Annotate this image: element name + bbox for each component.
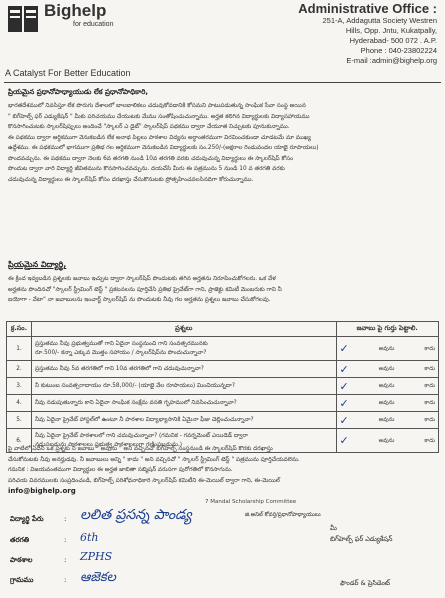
student-heading: ప్రియమైన విద్యార్థి,: [8, 260, 67, 269]
field-colon: :: [64, 536, 67, 544]
checkmark-icon: ✓: [339, 342, 349, 355]
yes-option[interactable]: అవును: [378, 437, 395, 444]
yes-option[interactable]: అవును: [378, 383, 395, 389]
village-field[interactable]: ఆజెకల: [80, 570, 116, 585]
field-label-class: తరగతి: [10, 536, 30, 544]
question-line: నీవు ఏదైనా ప్రైవేట్ పాఠశాలలో గాని చదువుచున్నావా? (గమనిక - గవర్నమెంట్ ఎయిడెడ్ ద్వారా: [34, 432, 248, 439]
text-line: భారతదేశములో నివసిస్తూ లేక పొరుగు దేశాలలో బాలబాలికలు చదువుకోవడానికి కోసమని పాటుపడుతున్న సాంఘిక సేవా సంస్థ అయిన: [8, 103, 306, 109]
office-line: Phone : 040-23802224: [360, 46, 437, 55]
question-line: రూ.500/- కన్నా ఎక్కువ మొత్తం సహాయం / స్కాలర్‌షిప్‌ను పొందుచున్నావా?: [34, 349, 207, 356]
student-paragraph: [8, 274, 436, 306]
text-line: ఐయోగా - వేటా" నా జవాబులను ఇంచార్జ్ స్కాలర్‌షిప్ ను పొందుటకు నీవు గల అర్హతను ప్రశ్నలు జవాబు చేసుకోగలవు.: [8, 297, 271, 303]
office-line: Hills, Opp. Jntu, Kukatpally,: [345, 26, 437, 35]
bighelp-logo-icon: [6, 2, 42, 36]
no-option[interactable]: కాదు: [424, 417, 435, 423]
tagline: A Catalyst For Better Education: [5, 68, 131, 78]
yes-option[interactable]: అవును: [378, 400, 395, 406]
contact-email[interactable]: info@bighelp.org: [8, 487, 76, 495]
founder-title: ఫౌండర్ & ప్రెసిడెంట్: [340, 579, 390, 587]
question-cell: [31, 337, 336, 361]
question-cell: [31, 412, 336, 429]
yes-option[interactable]: అవును: [378, 345, 395, 352]
field-label-school: పాఠశాల: [10, 556, 33, 564]
table-row: [7, 337, 439, 361]
table-row: [7, 361, 439, 378]
school-field[interactable]: ZPHS: [80, 550, 113, 563]
yes-option[interactable]: అవును: [378, 417, 395, 423]
question-cell: [31, 378, 336, 395]
answer-cell[interactable]: [336, 337, 438, 361]
text-line: " బిగ్‌హెల్ప్ ఫర్ ఎడ్యుకేషన్ " మీకు పరిచయము చేయుటకు మేము సంతోషించుచున్నాము. అర్హత కలిగిన విద్యార్థులకు విద్యాసహాయము: [8, 113, 310, 120]
text-line: పొందవచ్చును. ఈ పథకము ద్వారా నెలకు 6వ తరగతి నుండి 10వ తరగతి వరకు చదువుచున్న విద్యార్థులు ఈ స్కాలర్‌షిప్ కోసం: [8, 155, 294, 162]
answer-cell[interactable]: [336, 395, 438, 412]
table-header-row: [7, 322, 439, 337]
text-line: చేసుకోనుటకు నీవు అనర్హుడవు. నీ జవాబులు అన్ని " కాదు " అని వచ్చినచో " స్కాలర్ స్ట్రీమింగ్ టెస్ట్ " పత్రమును పూర్తిచేయవలెను.: [8, 456, 300, 463]
text-line: పై వాటిలో ఏదేని ఒక ప్రశ్నకు నీ జవాబు " అవును " అని వచ్చినచో బిగ్‌హెల్ప్ సంస్థనుండి ఈ స్కాలర్‌షిప్‌ కొరకు దరఖాస్తు: [8, 446, 273, 452]
office-line: E-mail :admin@bighelp.org: [346, 56, 437, 65]
answer-cell[interactable]: [336, 412, 438, 429]
checkmark-icon: ✓: [339, 396, 349, 410]
question-line: నడుపబడును పాఠశాలలు ప్రభుత్వ పాఠశాలలుగా గణింపబడును.): [34, 441, 183, 448]
text-line: కొనసాగించుటకు స్కాలర్‌షిప్పులు అందించే "స్కాలర్ ఎ డైట్" స్కాలర్‌షిప్ పథకము ద్వారా చేయూత నిచ్చుటకు పూనుకున్నాము.: [8, 124, 290, 130]
checkmark-icon: ✓: [339, 434, 349, 447]
closing-word: మీ: [330, 524, 337, 532]
question-line: నీవు ఏదైనా ప్రైవేట్ హాస్టల్‌లో ఉంటూ నీ పాఠశాల విద్యాభ్యాసానికి ఏమైనా ఫీజు చెల్లించుచున్నావా?: [34, 416, 254, 423]
header-divider: [4, 82, 441, 83]
answer-cell[interactable]: [336, 378, 438, 395]
text-line: చదువుచున్న విద్యార్థులు ఈ స్కాలర్‌షిప్ కోసం దరఖాస్తు చేసుకొనుటకు ప్రోత్సహించవలసినదిగా కోరుచున్నాము.: [8, 176, 254, 183]
row-number: 6.: [7, 429, 32, 453]
table-row: [7, 378, 439, 395]
col-header-answer: జవాబు పై గుర్తు పెట్టాలి.: [336, 322, 438, 337]
office-line: 251-A, Addagutta Society Westren: [322, 16, 437, 25]
signature-hint: జి.అనిల్ కోవర్తి/ప్రధానోపాధ్యాయులు: [245, 512, 321, 518]
field-colon: :: [64, 556, 67, 564]
row-number: 5.: [7, 412, 32, 429]
no-option[interactable]: కాదు: [424, 383, 435, 389]
question-line: నీవు నడుపుతున్నారు కాని ఏదైనా సాంఘిక సంక్షేమ వసతి గృహములో నివసించుచున్నావా?: [34, 399, 237, 406]
salutation: ప్రియమైన ప్రధానోపాధ్యాయుడు లేక ప్రధానోపాధికారి,: [8, 88, 149, 96]
field-label-student-name: విద్యార్థి పేరు: [10, 515, 44, 523]
text-line: ఈ క్రింద ఇవ్వబడిన ప్రశ్నలకు జవాబు ఇచ్చుట ద్వారా స్కాలర్‌షిప్ పొందుటకు తగిన అర్హతను నిరూపించుకోగలరు. ఒక వేళ: [8, 276, 276, 282]
eligibility-table: [6, 321, 439, 453]
row-number: 3.: [7, 378, 32, 395]
row-number: 4.: [7, 395, 32, 412]
answer-cell[interactable]: [336, 361, 438, 378]
checkmark-icon: ✓: [339, 413, 349, 427]
checkmark-icon: ✓: [339, 379, 349, 393]
text-line: గమనిక : విజయవంతముగా విద్యార్థుల ఈ అర్హత జాబితా సబ్మిషన్ వరుసగా పురోగతిలో కొనసాగును.: [8, 467, 233, 473]
class-field[interactable]: 6th: [80, 531, 99, 544]
text-line: ఈ పథకము ద్వారా ఆర్థికముగా వెనుకబడిన లేక అనాథ పిల్లలు పాఠశాల విద్యను అర్ధాంతరముగా విరమించకుండా చూడటమే మా ముఖ్య: [8, 134, 311, 141]
table-row: [7, 395, 439, 412]
question-line: నీ కుటుంబ సంవత్సరాదాయం రూ.58,000/- (యాభై వేల రూపాయలు) మించియున్నదా?: [34, 382, 235, 389]
table-row: [7, 412, 439, 429]
intro-paragraph: [8, 101, 436, 185]
no-option[interactable]: కాదు: [424, 366, 435, 372]
row-number: 2.: [7, 361, 32, 378]
no-option[interactable]: కాదు: [424, 400, 435, 406]
question-cell: [31, 361, 336, 378]
field-colon: :: [64, 515, 67, 523]
text-line: ఉద్దేశము. ఈ పథకములో భాగముగా ప్రతిభ గల ఆర్థికముగా వెనుకబడిన విద్యార్థులకు సం.250/-(అక్షరాల రెండువందల యాభై రూపాయలు): [8, 145, 319, 151]
office-title: Administrative Office :: [298, 1, 437, 16]
committee-note: 7 Mandal Scholarship Committee: [205, 499, 297, 505]
col-header-serial: క్ర.సం.: [7, 322, 32, 337]
field-colon: :: [64, 576, 67, 584]
question-line: ప్రస్తుతము నీవు ప్రభుత్వముతో గాని ఏదైనా సంస్థనుంచి గాని సంవత్సరమునకు: [34, 340, 208, 347]
brand-name: Bighelp: [44, 1, 107, 20]
question-line: ప్రస్తుతము నీవు 5వ తరగతిలో గాని 10వ తరగతిలో గాని చదువుచున్నావా?: [34, 365, 204, 372]
text-line: అర్హతను పొందినచో "స్కాలర్ స్ట్రీమింగ్ టెస్ట్ " ప్రకటనలను పూర్తిచేసి ప్రతిభ ప్రైవేట్‌గా గాని, ప్రాజెక్టు కమిటీ మెంబరుకు గాని నీ: [8, 286, 282, 293]
no-option[interactable]: కాదు: [424, 437, 435, 444]
yes-option[interactable]: అవును: [378, 366, 395, 372]
no-option[interactable]: కాదు: [424, 345, 435, 352]
text-line: పొందుట ద్వారా వారి విద్యార్థి జీవితమును కొనసాగించవచ్చును. దయచేసి మీరు ఈ పత్రమును 5 నుండి 10 వ తరగతి వరకు: [8, 166, 285, 172]
col-header-questions: ప్రశ్నలు: [31, 322, 336, 337]
student-name-field[interactable]: లలిత ప్రసన్న పాండ్య: [80, 507, 192, 523]
field-label-village: గ్రామము: [10, 576, 34, 584]
organization-signature: బిగ్‌హెల్ప్ ఫర్ ఎడ్యుకేషన్: [330, 535, 393, 543]
text-line: పరిచయ వివరములకు సంప్రదించండి, బిగ్‌హెల్ప్ పరిశోధనాధికారి స్కాలర్‌షిప్ కమిటీని ఈ-మెయిల్ ద్వారా గాని, ఈ-మెయిల్: [8, 477, 280, 484]
question-cell: [31, 395, 336, 412]
office-address: [237, 1, 437, 66]
footer-paragraph: [8, 444, 436, 486]
checkmark-icon: ✓: [339, 362, 349, 376]
brand-subtitle: for education: [73, 21, 114, 28]
row-number: 1.: [7, 337, 32, 361]
office-line: Hyderabad- 500 072 . A.P.: [349, 36, 437, 45]
